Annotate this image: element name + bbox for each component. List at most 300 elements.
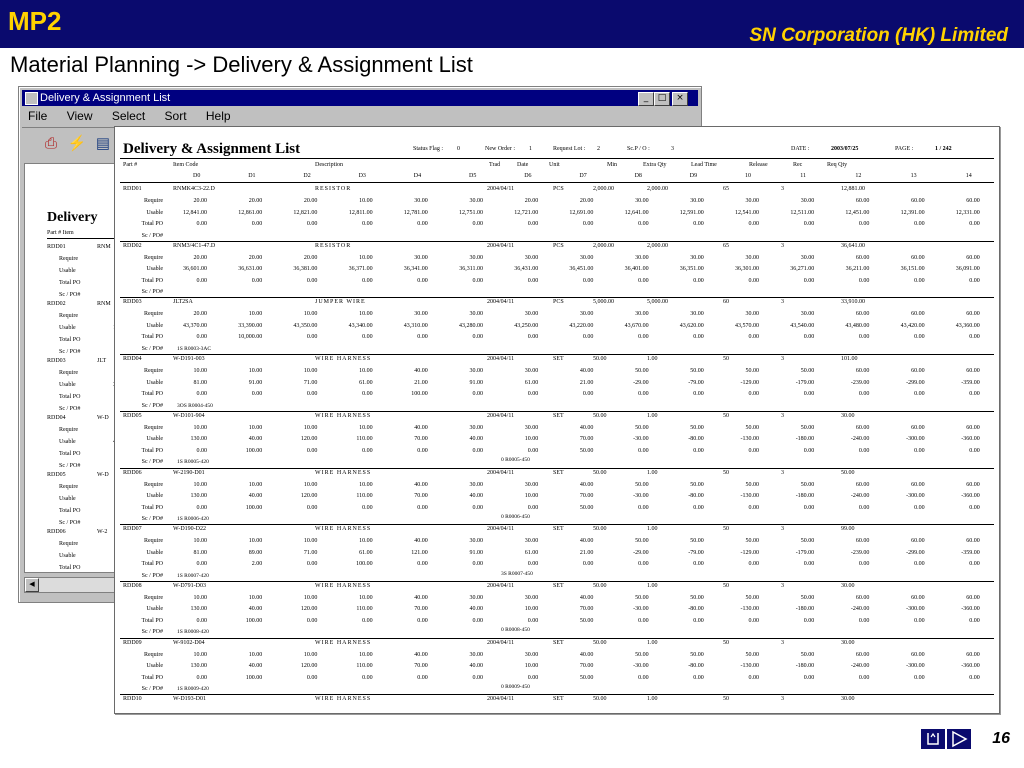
table-cell: 110.00 — [356, 663, 373, 670]
table-cell: 0.00 — [748, 391, 759, 398]
table-cell: 10.00 — [303, 368, 318, 375]
list-item-code: W-D — [97, 415, 109, 421]
table-cell: 0.00 — [638, 221, 649, 227]
table-cell: 20.00 — [248, 198, 263, 204]
day-column-header: D4 — [413, 173, 422, 179]
table-cell: 50.00 — [635, 651, 649, 658]
table-cell: -359.00 — [961, 549, 980, 556]
table-cell: 0.00 — [638, 504, 649, 511]
menu-help[interactable]: Help — [205, 109, 231, 123]
table-cell: 60.00 — [855, 481, 870, 488]
table-cell: 21.00 — [414, 379, 428, 386]
nav-up-button[interactable] — [920, 728, 946, 750]
table-cell: 40.00 — [469, 436, 483, 443]
divider — [120, 411, 994, 412]
item-date: 2004/04/11 — [487, 582, 515, 589]
table-cell: 130.00 — [190, 606, 207, 613]
row-label: Total PO — [59, 280, 81, 286]
table-cell: 36,341.00 — [403, 266, 428, 273]
next-arrow-icon — [947, 729, 971, 749]
background-report-title: Delivery — [47, 210, 98, 225]
table-cell: 0.00 — [914, 561, 925, 568]
table-cell: -360.00 — [961, 436, 980, 443]
table-cell: 0.00 — [914, 277, 925, 284]
item-date: 2004/04/11 — [487, 526, 515, 533]
table-cell: 0.00 — [969, 617, 980, 624]
column-header: Description — [315, 162, 343, 168]
table-cell: 0.00 — [693, 334, 704, 341]
table-cell: 36,091.00 — [955, 266, 980, 273]
table-cell: 60.00 — [855, 594, 870, 601]
table-cell: 0.00 — [362, 504, 373, 511]
table-cell: -129.00 — [740, 549, 759, 556]
table-cell: 91.00 — [248, 379, 263, 386]
header-field-value: 3 — [671, 146, 674, 152]
table-cell: 36,151.00 — [900, 266, 925, 273]
table-cell: 40.00 — [469, 493, 483, 499]
table-cell: 20.00 — [579, 198, 594, 204]
table-cell: 60.00 — [855, 424, 870, 431]
sc-po-ref: 1S R0003-3AC — [177, 345, 212, 352]
table-cell: -80.00 — [688, 436, 704, 443]
table-cell: 30.00 — [800, 198, 815, 204]
table-cell: 20.00 — [303, 198, 318, 204]
item-extra: 1.00 — [647, 526, 658, 533]
item-min: 50.00 — [593, 639, 607, 646]
table-cell: 30.00 — [469, 481, 483, 488]
table-cell: 0.00 — [638, 334, 649, 341]
table-cell: 10.00 — [359, 651, 373, 658]
list-item-code: W-2 — [97, 529, 108, 535]
table-cell: 0.00 — [858, 221, 870, 227]
row-label: Usable — [59, 496, 76, 502]
table-cell: 50.00 — [800, 651, 815, 658]
item-req-qty: 12,881.00 — [841, 186, 865, 192]
table-cell: 30.00 — [635, 198, 649, 204]
menu-bar — [22, 108, 698, 125]
table-cell: -359.00 — [961, 379, 980, 386]
item-req-qty: 99.00 — [841, 526, 855, 533]
table-cell: 43,220.00 — [569, 322, 594, 329]
sc-po-ref: 1S R0005-420 — [177, 459, 209, 466]
table-cell: 0.00 — [914, 504, 925, 511]
table-cell: 0.00 — [693, 504, 704, 511]
table-cell: 60.00 — [966, 538, 980, 545]
item-part: RDD07 — [123, 526, 142, 533]
report-title: Delivery & Assignment List — [123, 141, 301, 157]
window-titlebar[interactable] — [22, 90, 698, 106]
item-description: WIRE HARNESS — [315, 696, 372, 703]
table-cell: 50.00 — [635, 594, 649, 601]
item-part: RDD04 — [123, 356, 142, 363]
day-column-header: D9 — [689, 173, 698, 179]
table-cell: 10.00 — [359, 594, 373, 601]
table-cell: 0.00 — [914, 617, 925, 624]
maximize-button[interactable]: □ — [654, 92, 670, 106]
row-label: Total PO — [141, 617, 163, 624]
table-cell: 0.00 — [969, 561, 980, 568]
table-cell: 0.00 — [362, 277, 373, 284]
table-cell: -30.00 — [633, 663, 649, 670]
table-cell: 110.00 — [356, 436, 373, 443]
table-cell: 0.00 — [693, 447, 704, 454]
day-column-header: D8 — [634, 173, 642, 179]
sc-po-ref: 0 R0008-450 — [501, 627, 530, 634]
table-cell: 0.00 — [748, 617, 759, 624]
table-cell: 0.00 — [914, 334, 925, 341]
table-cell: 100.00 — [245, 504, 263, 511]
table-cell: 12,811.00 — [348, 209, 373, 216]
menu-view[interactable]: View — [66, 109, 93, 123]
table-cell: 0.00 — [527, 674, 539, 681]
table-cell: 0.00 — [803, 221, 815, 227]
table-cell: 0.00 — [196, 391, 207, 398]
table-cell: 12,591.00 — [679, 209, 704, 216]
table-cell: 30.00 — [414, 198, 428, 204]
table-cell: 0.00 — [306, 221, 318, 227]
table-cell: 0.00 — [527, 334, 539, 341]
table-cell: 30.00 — [469, 311, 483, 318]
table-cell: 89.00 — [248, 549, 263, 556]
list-item-code: RNM — [97, 244, 111, 250]
item-extra: 1.00 — [647, 639, 658, 646]
table-cell: 20.00 — [193, 254, 207, 261]
table-cell: 30.00 — [524, 538, 539, 545]
table-cell: 21.00 — [579, 379, 594, 386]
table-cell: 21.00 — [579, 549, 594, 556]
day-column-header: 10 — [745, 173, 751, 179]
table-cell: 20.00 — [193, 198, 207, 204]
item-release: 3 — [781, 469, 784, 476]
table-cell: 71.00 — [303, 379, 318, 386]
divider — [120, 158, 994, 159]
divider — [120, 354, 994, 355]
item-unit: SET — [553, 696, 564, 703]
table-cell: 100.00 — [245, 674, 263, 681]
table-cell: 0.00 — [306, 447, 318, 454]
table-cell: 40.00 — [248, 663, 263, 670]
row-label: Sc / PO# — [141, 402, 163, 409]
table-cell: -80.00 — [688, 663, 704, 670]
table-cell: 0.00 — [969, 334, 980, 341]
day-column-header: D6 — [524, 173, 532, 179]
lightning-icon[interactable]: ⚡ — [67, 135, 87, 152]
table-cell: 61.00 — [359, 549, 373, 556]
table-cell: 10.00 — [193, 651, 207, 658]
table-cell: 40.00 — [414, 424, 428, 431]
table-cell: 91.00 — [469, 549, 483, 556]
table-cell: 60.00 — [966, 594, 980, 601]
table-cell: 10.00 — [248, 311, 263, 318]
item-description: JUMPER WIRE — [315, 299, 366, 306]
header-field-value: 2 — [597, 146, 600, 152]
table-cell: 0.00 — [638, 617, 649, 624]
table-cell: 0.00 — [858, 674, 870, 681]
table-cell: 30.00 — [579, 254, 594, 261]
list-item-code: JLT — [97, 358, 107, 364]
table-cell: -180.00 — [795, 436, 815, 443]
item-description: WIRE HARNESS — [315, 469, 372, 476]
table-cell: 40.00 — [579, 424, 594, 431]
page-number: 16 — [992, 730, 1010, 747]
table-cell: 50.00 — [690, 594, 704, 601]
column-header: Rec — [793, 162, 803, 168]
table-cell: 50.00 — [745, 651, 759, 658]
table-cell: 20.00 — [524, 198, 539, 204]
table-cell: 43,360.00 — [955, 322, 980, 329]
item-lead: 60 — [723, 299, 729, 306]
item-lead: 50 — [723, 356, 729, 363]
row-label: Total PO — [141, 277, 163, 284]
table-cell: -29.00 — [633, 549, 649, 556]
table-cell: 100.00 — [411, 391, 428, 398]
table-cell: 30.00 — [469, 594, 483, 601]
table-cell: 50.00 — [745, 538, 759, 545]
table-cell: -360.00 — [961, 663, 980, 670]
table-cell: 0.00 — [472, 447, 483, 454]
item-code: RNM3/4C1-47.D — [173, 242, 216, 249]
menu-sort[interactable]: Sort — [164, 109, 187, 123]
horizontal-scrollbar[interactable] — [24, 577, 120, 593]
table-cell: 70.00 — [414, 493, 428, 499]
item-code: W-9102-D04 — [173, 639, 205, 646]
table-cell: 0.00 — [417, 561, 428, 568]
row-label: Usable — [146, 606, 163, 613]
item-code: W-D791-D03 — [173, 582, 206, 589]
table-cell: 30.00 — [745, 198, 759, 204]
table-cell: 10.00 — [303, 481, 318, 488]
row-label: Total PO — [141, 334, 163, 341]
table-cell: 91.00 — [469, 379, 483, 386]
table-cell: 0.00 — [693, 561, 704, 568]
item-release: 3 — [781, 186, 784, 192]
item-lead: 50 — [723, 526, 729, 533]
table-cell: 0.00 — [362, 334, 373, 341]
item-code: RNMK4C3-22.D — [173, 186, 215, 192]
table-cell: 0.00 — [748, 674, 759, 681]
row-label: Require — [144, 311, 163, 318]
table-cell: 12,781.00 — [403, 209, 428, 216]
item-description: WIRE HARNESS — [315, 356, 372, 363]
header-field-value: 1 / 242 — [935, 146, 952, 152]
table-cell: 0.00 — [914, 674, 925, 681]
table-cell: 10.00 — [248, 538, 263, 545]
item-release: 3 — [781, 356, 784, 363]
row-label: Sc / PO# — [141, 686, 163, 693]
table-cell: 30.00 — [524, 651, 539, 658]
table-cell: 0.00 — [362, 674, 373, 681]
close-button[interactable]: × — [672, 92, 688, 106]
item-extra: 5,000.00 — [647, 299, 668, 306]
menu-file[interactable]: File — [28, 109, 48, 123]
row-label: Total PO — [141, 221, 163, 227]
table-cell: 0.00 — [196, 674, 207, 681]
table-cell: 0.00 — [362, 447, 373, 454]
table-cell: 0.00 — [582, 391, 594, 398]
item-part: RDD03 — [123, 299, 142, 306]
item-code: W-D101-904 — [173, 412, 205, 419]
table-cell: 50.00 — [690, 424, 704, 431]
menu-select[interactable]: Select — [111, 109, 146, 123]
table-cell: 2.00 — [251, 561, 263, 568]
table-cell: 0.00 — [969, 277, 980, 284]
table-cell: 0.00 — [638, 391, 649, 398]
item-min: 2,000.00 — [593, 242, 614, 249]
table-cell: -80.00 — [688, 606, 704, 613]
sc-po-ref: 0 R0005-450 — [501, 457, 530, 464]
nav-next-button[interactable] — [946, 728, 972, 750]
item-unit: SET — [553, 639, 564, 646]
divider — [120, 468, 994, 469]
table-cell: 30.00 — [745, 254, 759, 261]
row-label: Sc / PO# — [59, 520, 81, 526]
table-cell: 50.00 — [579, 447, 594, 454]
item-extra: 1.00 — [647, 582, 658, 589]
table-cell: -180.00 — [795, 606, 815, 613]
table-cell: -300.00 — [906, 606, 925, 613]
scroll-left-icon[interactable]: ◀ — [25, 578, 39, 592]
item-unit: PCS — [553, 186, 564, 192]
day-column-header: D2 — [303, 173, 311, 179]
table-cell: 0.00 — [306, 391, 318, 398]
list-item-part: RDD06 — [47, 529, 66, 535]
table-cell: 0.00 — [582, 277, 594, 284]
table-cell: 50.00 — [690, 368, 704, 375]
row-label: Require — [144, 538, 163, 545]
table-cell: 30.00 — [469, 538, 483, 545]
table-cell: -360.00 — [961, 606, 980, 613]
table-cell: 0.00 — [472, 391, 483, 398]
table-cell: -79.00 — [688, 379, 704, 386]
table-cell: 60.00 — [911, 254, 925, 261]
table-cell: 43,620.00 — [679, 322, 704, 329]
item-extra: 1.00 — [647, 469, 658, 476]
table-cell: 60.00 — [966, 481, 980, 488]
table-cell: 10.00 — [303, 651, 318, 658]
row-label: Sc / PO# — [141, 459, 163, 466]
table-cell: 60.00 — [911, 651, 925, 658]
table-cell: 10.00 — [303, 594, 318, 601]
table-cell: 10.00 — [303, 311, 318, 318]
table-cell: -179.00 — [795, 379, 815, 386]
table-cell: -299.00 — [906, 379, 925, 386]
table-cell: -79.00 — [688, 549, 704, 556]
table-cell: 0.00 — [914, 447, 925, 454]
table-cell: 10.00 — [248, 651, 263, 658]
table-cell: 0.00 — [803, 561, 815, 568]
table-cell: 12,721.00 — [514, 209, 539, 216]
table-cell: 36,381.00 — [293, 266, 318, 273]
table-cell: 12,841.00 — [183, 209, 207, 216]
item-date: 2004/04/11 — [487, 186, 515, 192]
table-cell: 10.00 — [303, 538, 318, 545]
column-header: Date — [517, 162, 529, 168]
table-cell: 100.00 — [245, 447, 263, 454]
table-cell: 30.00 — [469, 198, 483, 204]
item-release: 3 — [781, 582, 784, 589]
table-cell: 0.00 — [527, 504, 539, 511]
company-name: SN Corporation (HK) Limited — [749, 25, 1008, 46]
item-date: 2004/04/11 — [487, 356, 515, 363]
table-cell: 0.00 — [638, 447, 649, 454]
day-column-header: 13 — [910, 173, 917, 179]
table-cell: 60.00 — [966, 198, 980, 204]
table-cell: -240.00 — [850, 663, 870, 670]
column-header: Part # — [123, 162, 138, 168]
table-cell: 0.00 — [693, 617, 704, 624]
table-cell: 0.00 — [858, 277, 870, 284]
table-cell: 70.00 — [414, 606, 428, 613]
item-unit: SET — [553, 412, 564, 419]
table-cell: 50.00 — [745, 481, 759, 488]
divider — [120, 241, 994, 242]
table-cell: 0.00 — [803, 391, 815, 398]
table-cell: 50.00 — [635, 481, 649, 488]
row-label: Usable — [146, 322, 163, 329]
table-cell: 50.00 — [635, 368, 649, 375]
table-cell: 60.00 — [911, 368, 925, 375]
column-header: Extra Qty — [643, 162, 667, 168]
table-cell: -30.00 — [633, 493, 649, 499]
table-cell: 20.00 — [193, 311, 207, 318]
table-cell: 0.00 — [417, 277, 428, 284]
table-cell: 40.00 — [248, 606, 263, 613]
table-cell: 40.00 — [248, 493, 263, 499]
table-cell: -239.00 — [850, 549, 870, 556]
table-cell: 0.00 — [417, 447, 428, 454]
export-icon[interactable]: ▤ — [95, 135, 111, 152]
item-code: W-D193-D01 — [173, 696, 206, 703]
row-label: Sc / PO# — [59, 463, 81, 469]
header-field-value: 1 — [529, 146, 532, 152]
item-lead: 50 — [723, 639, 729, 646]
table-cell: 50.00 — [745, 424, 759, 431]
table-cell: 0.00 — [417, 674, 428, 681]
table-cell: 0.00 — [472, 334, 483, 341]
table-cell: 0.00 — [196, 447, 207, 454]
table-cell: 50.00 — [579, 504, 594, 511]
table-cell: -300.00 — [906, 663, 925, 670]
list-item-part: RDD05 — [47, 472, 66, 478]
toolbar — [22, 127, 117, 158]
table-cell: 30.00 — [469, 254, 483, 261]
table-cell: 10.00 — [359, 481, 373, 488]
list-item-code: W-D — [97, 472, 109, 478]
table-cell: 50.00 — [745, 368, 759, 375]
table-cell: 10,000.00 — [238, 334, 263, 341]
table-cell: 30.00 — [579, 311, 594, 318]
table-cell: 0.00 — [803, 447, 815, 454]
minimize-button[interactable]: _ — [638, 92, 654, 106]
column-header: Unit — [549, 162, 560, 168]
table-cell: 50.00 — [800, 424, 815, 431]
table-cell: 10.00 — [193, 538, 207, 545]
table-cell: 60.00 — [966, 651, 980, 658]
table-cell: 0.00 — [417, 617, 428, 624]
table-cell: -180.00 — [795, 663, 815, 670]
table-cell: 0.00 — [306, 674, 318, 681]
table-cell: 60.00 — [911, 594, 925, 601]
table-cell: 120.00 — [300, 663, 318, 670]
table-cell: -130.00 — [740, 663, 759, 670]
divider — [120, 638, 994, 639]
print-icon[interactable]: ⎙ — [44, 135, 57, 152]
report-page — [114, 126, 1000, 714]
table-cell: 0.00 — [196, 221, 207, 227]
row-label: Total PO — [141, 561, 163, 568]
item-extra: 1.00 — [647, 356, 658, 363]
table-cell: 12,691.00 — [569, 209, 594, 216]
